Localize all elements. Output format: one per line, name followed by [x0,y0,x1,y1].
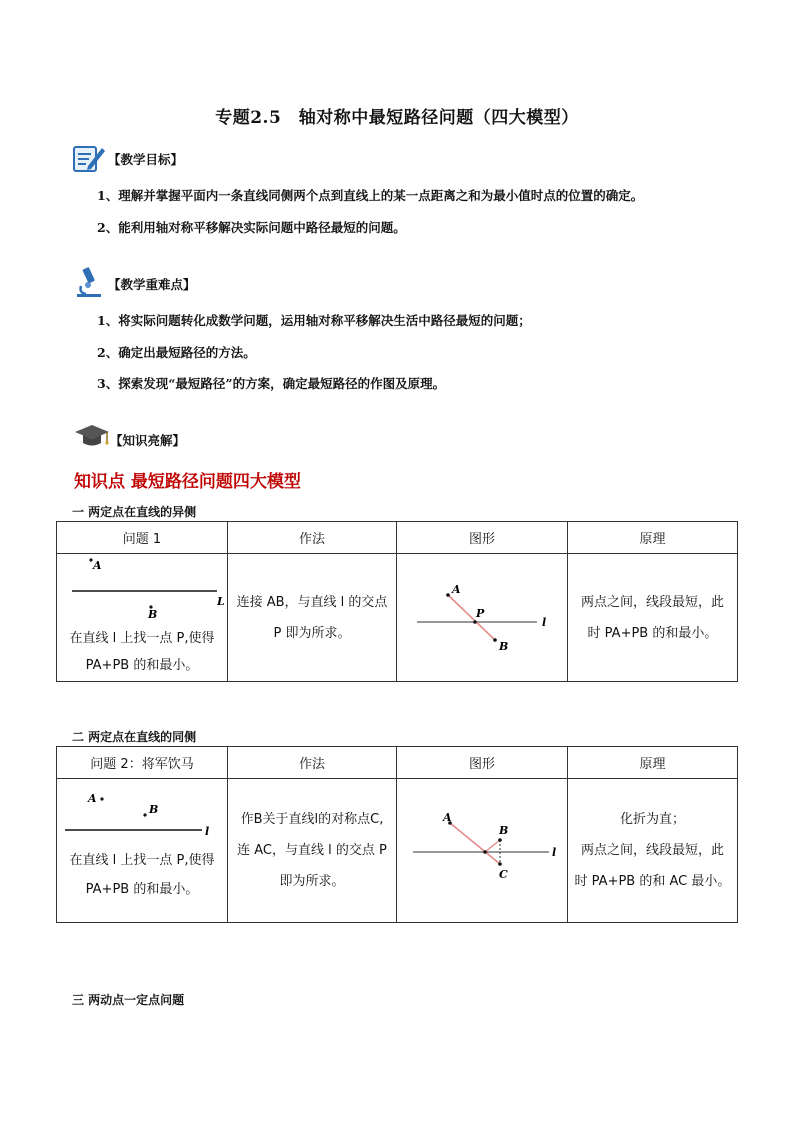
section1-figure-line-label: l [541,615,547,629]
section1-problem-point-b: B [148,608,158,621]
section1-method-cell [228,554,397,682]
knowledge-point-title: 知识点 最短路径问题四大模型 [74,472,301,492]
section1-figure-point-a: A [451,582,461,596]
goal-item-1: 1、理解并掌握平面内一条直线同侧两个点到直线上的某一点距离之和为最小值时点的位置的确定。 [97,188,644,203]
section1-figure-cell [396,554,567,682]
table-tick-mark [56,553,70,554]
section2-problem-line1: 在直线 l 上找一点 P,使得 [69,853,215,868]
section1-problem-point-a: A [93,559,102,572]
section2-method-line1: 作B关于直线l的对称点C, [240,812,384,827]
section1-figure-point-b: B [498,639,509,653]
section2-figure-cell [396,779,567,923]
goals-heading: 【教学目标】 [108,152,184,167]
section1-problem-figure [57,554,227,624]
section2-header-figure: 图形 [396,747,567,779]
section1-problem-line-label: L [217,595,225,608]
section2-table [56,746,738,923]
section1-principle-cell [567,554,737,682]
section1-table [56,521,738,682]
section2-figure-line-label: l [552,845,557,859]
page-title: 专题2.5 轴对称中最短路径问题（四大模型） [215,108,579,128]
section1-header-problem: 问题 1 [57,522,228,554]
section2-problem-cell [57,779,228,923]
section1-figure-point-p: P [475,606,485,620]
section2-figure-point-a: A [443,810,452,824]
section1-method-line2: P 即为所求。 [273,625,351,641]
section1-header-principle: 原理 [567,522,737,554]
section2-subtitle: 二 两定点在直线的同侧 [72,730,197,744]
section2-problem-figure [57,779,227,845]
section2-header-problem: 问题 2：将军饮马 [57,747,228,779]
graduation-cap-icon [74,423,110,449]
section2-method-line2: 连 AC，与直线 l 的交点 P [237,843,387,858]
section2-header-principle: 原理 [567,747,737,779]
section1-problem-line1: 在直线 l 上找一点 P,使得 [69,631,215,646]
goal-item-2: 2、能利用轴对称平移解决实际问题中路径最短的问题。 [97,220,406,235]
difficulty-item-3: 3、探索发现“最短路径”的方案，确定最短路径的作图及原理。 [97,376,446,391]
section2-principle-line2: 两点之间，线段最短，此 [580,843,724,858]
section2-figure-point-b: B [499,823,509,837]
notepad-pencil-icon [72,142,106,174]
section2-principle-line3: 时 PA+PB 的和 AC 最小。 [574,874,731,889]
section1-header-figure: 图形 [396,522,567,554]
section1-subtitle: 一 两定点在直线的异侧 [72,505,197,519]
section1-header-method: 作法 [228,522,397,554]
section2-problem-line-label: l [205,825,210,838]
section2-principle-line1: 化折为直； [619,812,685,827]
section3-subtitle: 三 两动点一定点问题 [72,993,185,1007]
section2-diagram [399,811,564,891]
section2-header-method: 作法 [228,747,397,779]
section1-method-line1: 连接 AB，与直线 l 的交点 [236,594,388,610]
section2-method-line3: 即为所求。 [279,874,345,889]
section2-problem-point-a: A [88,792,97,805]
section1-principle-line1: 两点之间，线段最短，此 [580,594,724,610]
section2-problem-point-b: B [149,803,159,816]
section1-diagram [402,578,562,658]
section1-problem-cell [57,554,228,682]
difficulty-item-1: 1、将实际问题转化成数学问题，运用轴对称平移解决生活中路径最短的问题； [97,313,531,328]
section2-principle-cell [567,779,737,923]
section1-principle-line2: 时 PA+PB 的和最小。 [587,625,718,641]
knowledge-heading: 【知识亮解】 [110,433,186,448]
section1-problem-line2: PA+PB 的和最小。 [85,658,199,673]
difficulty-item-2: 2、确定出最短路径的方法。 [97,345,256,360]
microscope-icon [73,266,105,298]
section2-figure-point-c: C [499,867,509,881]
difficulties-heading: 【教学重难点】 [108,277,196,292]
section2-problem-line2: PA+PB 的和最小。 [85,882,199,897]
section2-method-cell [228,779,397,923]
